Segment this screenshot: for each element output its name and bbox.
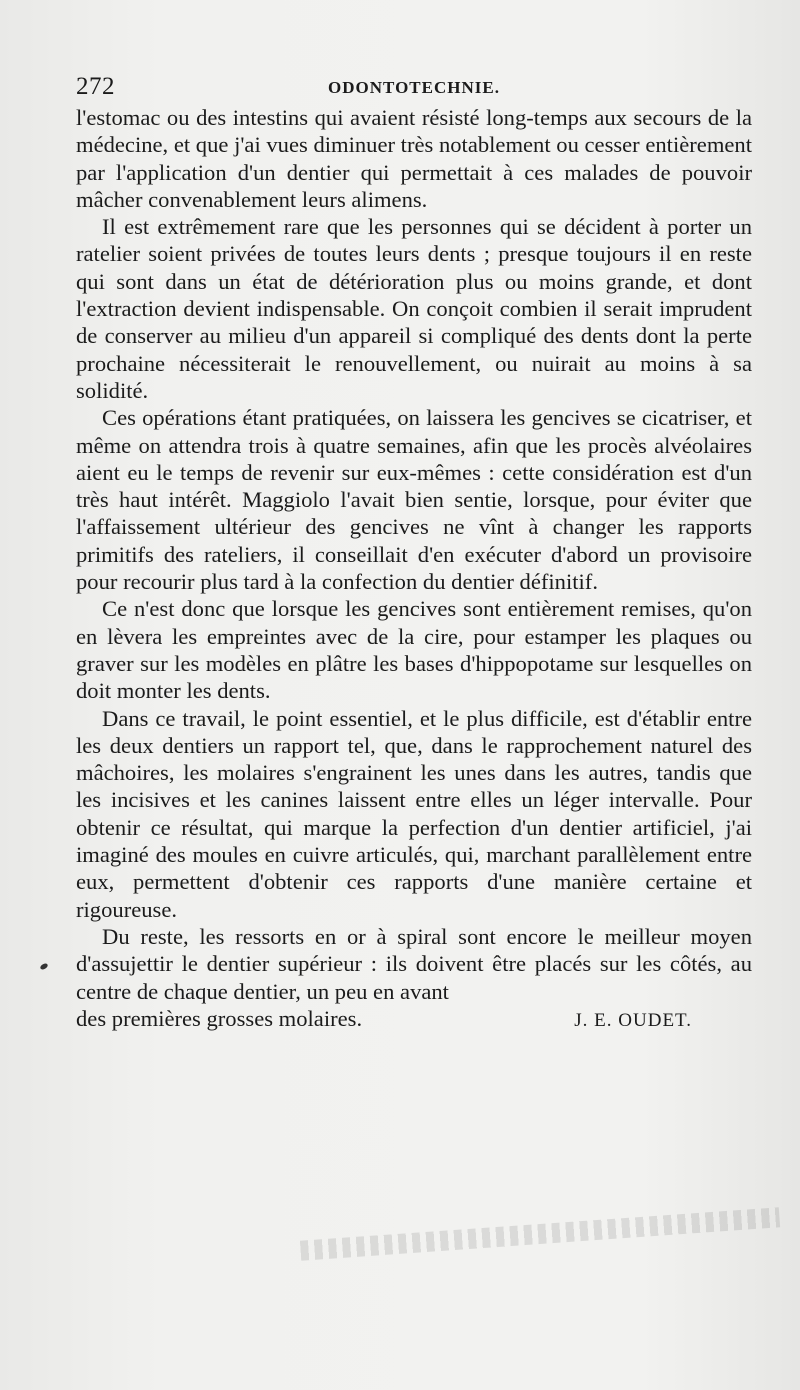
paragraph: Il est extrêmement rare que les personnes qui se décident à porter un ratelier soient privées de toutes leurs dents ; presque toujours il en reste qui sont dans un état de détérioration plus ou moins grande, et dont l'extraction devient indispensable. On conçoit combien il serait imprudent de conserver au milieu d'un appareil si compliqué des dents dont la perte prochaine nécessiterait le renouvellement, ou nuirait au moins à sa solidité.: [76, 214, 752, 403]
running-title: ODONTOTECHNIE.: [328, 78, 500, 97]
paragraph: Ces opérations étant pratiquées, on laissera les gencives se cicatriser, et même on attendra trois à quatre semaines, afin que les procès alvéolaires aient eu le temps de revenir sur eux-mêmes : cette considération est d'un très haut intérêt. Maggiolo l'avait bien sentie, lorsque, pour éviter que l'affaissement ultérieur des gencives ne vînt à changer les rapports primitifs des rateliers, il conseillait d'en exécuter d'abord un provisoire pour recourir plus tard à la confection du dentier définitif.: [76, 405, 752, 595]
final-line-text: des premières grosses molaires.: [76, 1005, 363, 1031]
paragraph-continued: l'estomac ou des intestins qui avaient résisté long-temps aux secours de la médecine, et que j'ai vues diminuer très notablement ou cesser entièrement par l'application d'un dentier qui permettait à ces malades de pouvoir mâcher convenablement leurs alimens.: [76, 105, 752, 212]
paragraph: Dans ce travail, le point essentiel, et le plus difficile, est d'établir entre les deux dentiers un rapport tel, que, dans le rapprochement naturel des mâchoires, les molaires s'engrainent les unes dans les autres, tandis que les incisives et les canines laissent entre elles un léger intervalle. Pour obtenir ce résultat, qui marque la perfection d'un dentier artificiel, j'ai imaginé des moules en cuivre articulés, qui, marchant parallèlement entre eux, permettent d'obtenir ces rapports d'une manière certaine et rigoureuse.: [76, 705, 752, 922]
page-header: [76, 70, 752, 104]
page-number: 272: [76, 73, 115, 100]
paragraph: Ce n'est donc que lorsque les gencives sont entièrement remises, qu'on en lèvera les empreintes avec de la cire, pour estamper les plaques ou graver sur les modèles en plâtre les bases d'hippopotame sur lesquelles on doit monter les dents.: [76, 596, 752, 704]
show-through-bleed: [300, 1207, 780, 1260]
closing-line: [76, 1005, 752, 1034]
paragraph: Du reste, les ressorts en or à spiral sont encore le meilleur moyen d'assujettir le dentier supérieur : ils doivent être placés sur les côtés, au centre de chaque dentier, un peu en avant: [76, 923, 752, 1004]
ink-speck: [39, 962, 48, 970]
body-text: [76, 104, 752, 1034]
author-signature: J. E. OUDET.: [574, 1009, 692, 1031]
